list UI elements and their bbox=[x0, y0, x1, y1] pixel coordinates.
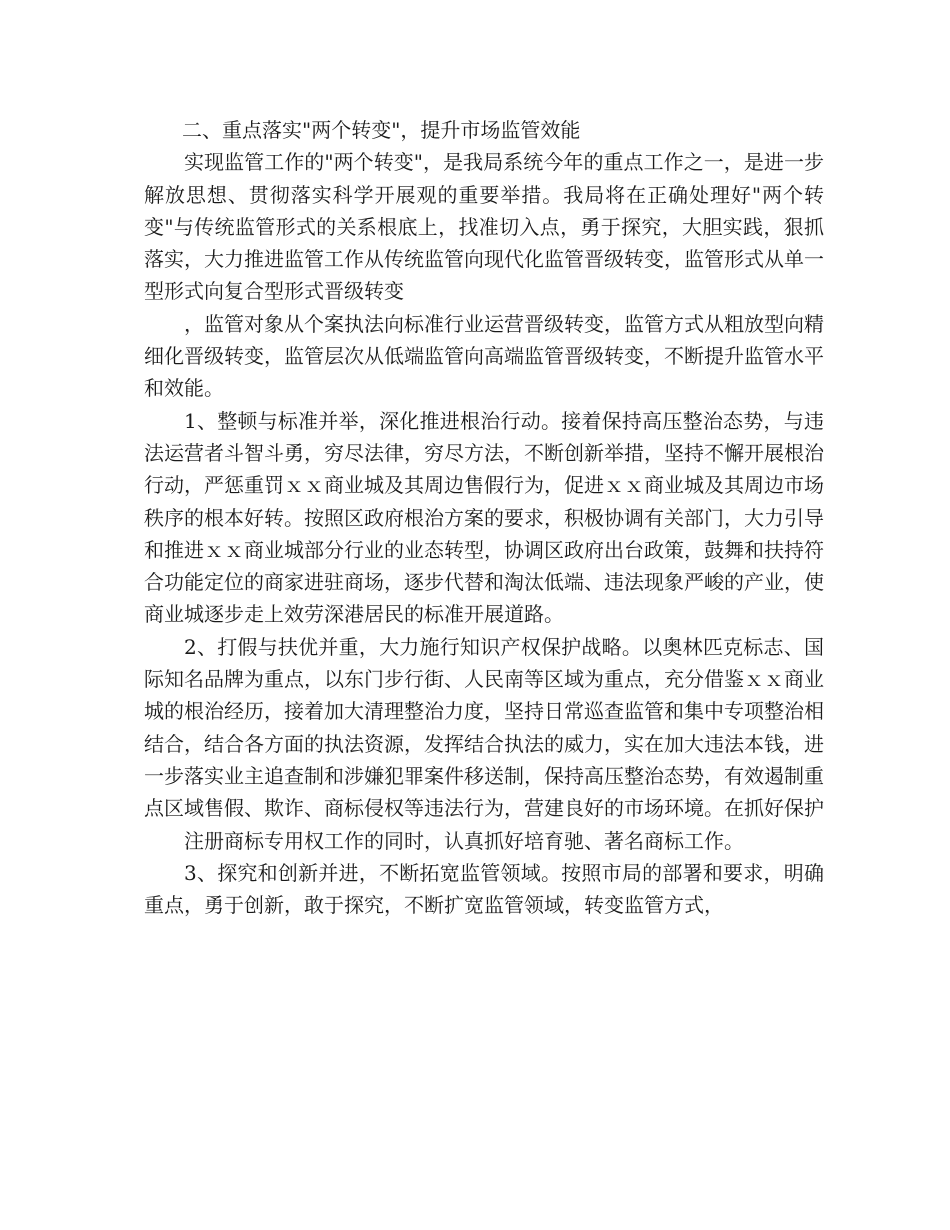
paragraph-item-2-continued: 注册商标专用权工作的同时，认真抓好培育驰、著名商标工作。 bbox=[184, 828, 744, 853]
document-body bbox=[144, 114, 824, 921]
paragraph-item-3: 3、探究和创新并进，不断拓宽监管领域。按照市局的部署和要求，明确重点，勇于创新，敢于探究，不断扩宽监管领域，转变监管方式， bbox=[144, 860, 824, 918]
paragraph-item-2: 2、打假与扶优并重，大力施行知识产权保护战略。以奥林匹克标志、国际知名品牌为重点，以东门步行街、人民南等区域为重点，充分借鉴ｘｘ商业城的根治经历，接着加大清理整治力度，坚持日常巡查监管和集中专项整治相结合，结合各方面的执法资源，发挥结合执法的威力，实在加大违法本钱，进一步落实业主追查制和涉嫌犯罪案件移送制，保持高压整治态势，有效遏制重点区域售假、欺诈、商标侵权等违法行为，营建良好的市场环境。在抓好保护 bbox=[144, 634, 824, 821]
section-heading: 二、重点落实"两个转变"，提升市场监管效能 bbox=[182, 118, 581, 142]
paragraph-item-1: 1、整顿与标准并举，深化推进根治行动。接着保持高压整治态势，与违法运营者斗智斗勇，穷尽法律，穷尽方法，不断创新举措，坚持不懈开展根治行动，严惩重罚ｘｘ商业城及其周边售假行为，促进ｘｘ商业城及其周边市场秩序的根本好转。按照区政府根治方案的要求，积极协调有关部门，大力引导和推进ｘｘ商业城部分行业的业态转型，协调区政府出台政策，鼓舞和扶持符合功能定位的商家进驻商场，逐步代替和淘汰低端、违法现象严峻的产业，使商业城逐步走上效劳深港居民的标准开展道路。 bbox=[144, 408, 824, 627]
paragraph-intro-continued: ，监管对象从个案执法向标准行业运营晋级转变，监管方式从粗放型向精细化晋级转变，监管层次从低端监管向高端监管晋级转变，不断提升监管水平和效能。 bbox=[144, 311, 824, 401]
paragraph-intro: 实现监管工作的"两个转变"，是我局系统今年的重点工作之一，是进一步解放思想、贯彻落实科学开展观的重要举措。我局将在正确处理好"两个转变"与传统监管形式的关系根底上，找准切入点，勇于探究，大胆实践，狠抓落实，大力推进监管工作从传统监管向现代化监管晋级转变，监管形式从单一型形式向复合型形式晋级转变 bbox=[144, 150, 824, 304]
